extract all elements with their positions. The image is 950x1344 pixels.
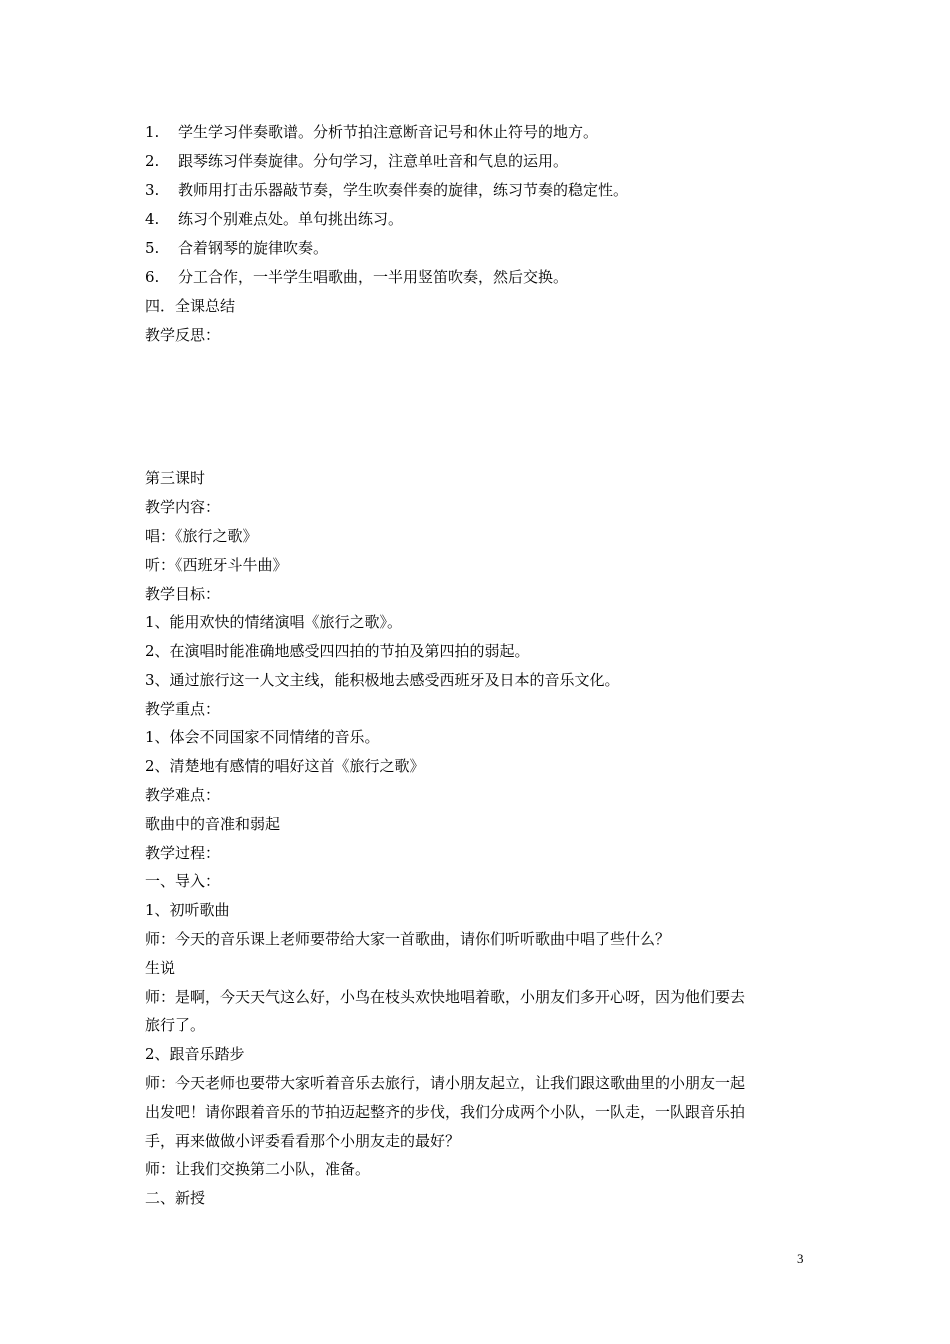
paragraph-line: 师：今天老师也要带大家听着音乐去旅行，请小朋友起立，让我们跟这歌曲里的小朋友一起 <box>145 1074 746 1092</box>
list-text: 学生学习伴奏歌谱。分析节拍注意断音记号和休止符号的地方。 <box>178 123 599 141</box>
section-summary-heading: 四．全课总结 <box>145 297 236 315</box>
key-point-item: 2、清楚地有感情的唱好这首《旅行之歌》 <box>145 757 425 775</box>
section-heading: 二、新授 <box>145 1189 206 1207</box>
list-text: 教师用打击乐器敲节奏，学生吹奏伴奏的旋律，练习节奏的稳定性。 <box>178 181 629 199</box>
process-label: 教学过程： <box>145 844 221 862</box>
difficulty-text: 歌曲中的音准和弱起 <box>145 815 281 833</box>
content-label: 教学内容： <box>145 498 221 516</box>
paragraph-line: 旅行了。 <box>145 1016 206 1034</box>
paragraph-line: 手，再来做做小评委看看那个小朋友走的最好？ <box>145 1132 461 1150</box>
paragraph-line: 师：是啊，今天天气这么好，小鸟在枝头欢快地唱着歌，小朋友们多开心呀，因为他们要去 <box>145 988 746 1006</box>
goals-label: 教学目标： <box>145 585 221 603</box>
list-item <box>145 151 815 171</box>
page-number: 3 <box>797 1251 804 1266</box>
paragraph-line: 师：让我们交换第二小队，准备。 <box>145 1160 371 1178</box>
listen-item: 听：《西班牙斗牛曲》 <box>145 556 288 574</box>
lesson-title: 第三课时 <box>145 469 206 487</box>
goal-item: 3、通过旅行这一人文主线，能积极地去感受西班牙及日本的音乐文化。 <box>145 671 620 689</box>
step-heading: 2、跟音乐踏步 <box>145 1045 245 1063</box>
step-heading: 1、初听歌曲 <box>145 901 230 919</box>
list-item <box>145 238 815 258</box>
list-number: 4. <box>145 210 160 228</box>
list-item <box>145 267 815 287</box>
difficulty-label: 教学难点： <box>145 786 221 804</box>
list-item <box>145 122 815 142</box>
list-number: 5. <box>145 239 160 257</box>
sing-item: 唱：《旅行之歌》 <box>145 527 258 545</box>
paragraph-line: 生说 <box>145 959 176 977</box>
goal-item: 1、能用欢快的情绪演唱《旅行之歌》。 <box>145 613 403 631</box>
list-number: 3. <box>145 181 160 199</box>
list-text: 分工合作，一半学生唱歌曲，一半用竖笛吹奏，然后交换。 <box>178 268 569 286</box>
key-points-label: 教学重点： <box>145 700 221 718</box>
list-number: 1. <box>145 123 160 141</box>
list-item <box>145 180 815 200</box>
list-text: 跟琴练习伴奏旋律。分句学习，注意单吐音和气息的运用。 <box>178 152 569 170</box>
list-text: 练习个别难点处。单句挑出练习。 <box>178 210 404 228</box>
paragraph-line: 出发吧！请你跟着音乐的节拍迈起整齐的步伐，我们分成两个小队，一队走，一队跟音乐拍 <box>145 1103 746 1121</box>
key-point-item: 1、体会不同国家不同情绪的音乐。 <box>145 728 380 746</box>
list-number: 6. <box>145 268 160 286</box>
intro-heading: 一、导入： <box>145 872 221 890</box>
list-item <box>145 209 815 229</box>
list-text: 合着钢琴的旋律吹奏。 <box>178 239 329 257</box>
list-number: 2. <box>145 152 160 170</box>
goal-item: 2、在演唱时能准确地感受四四拍的节拍及第四拍的弱起。 <box>145 642 530 660</box>
reflection-label: 教学反思： <box>145 326 221 344</box>
paragraph-line: 师：今天的音乐课上老师要带给大家一首歌曲，请你们听听歌曲中唱了些什么？ <box>145 930 671 948</box>
